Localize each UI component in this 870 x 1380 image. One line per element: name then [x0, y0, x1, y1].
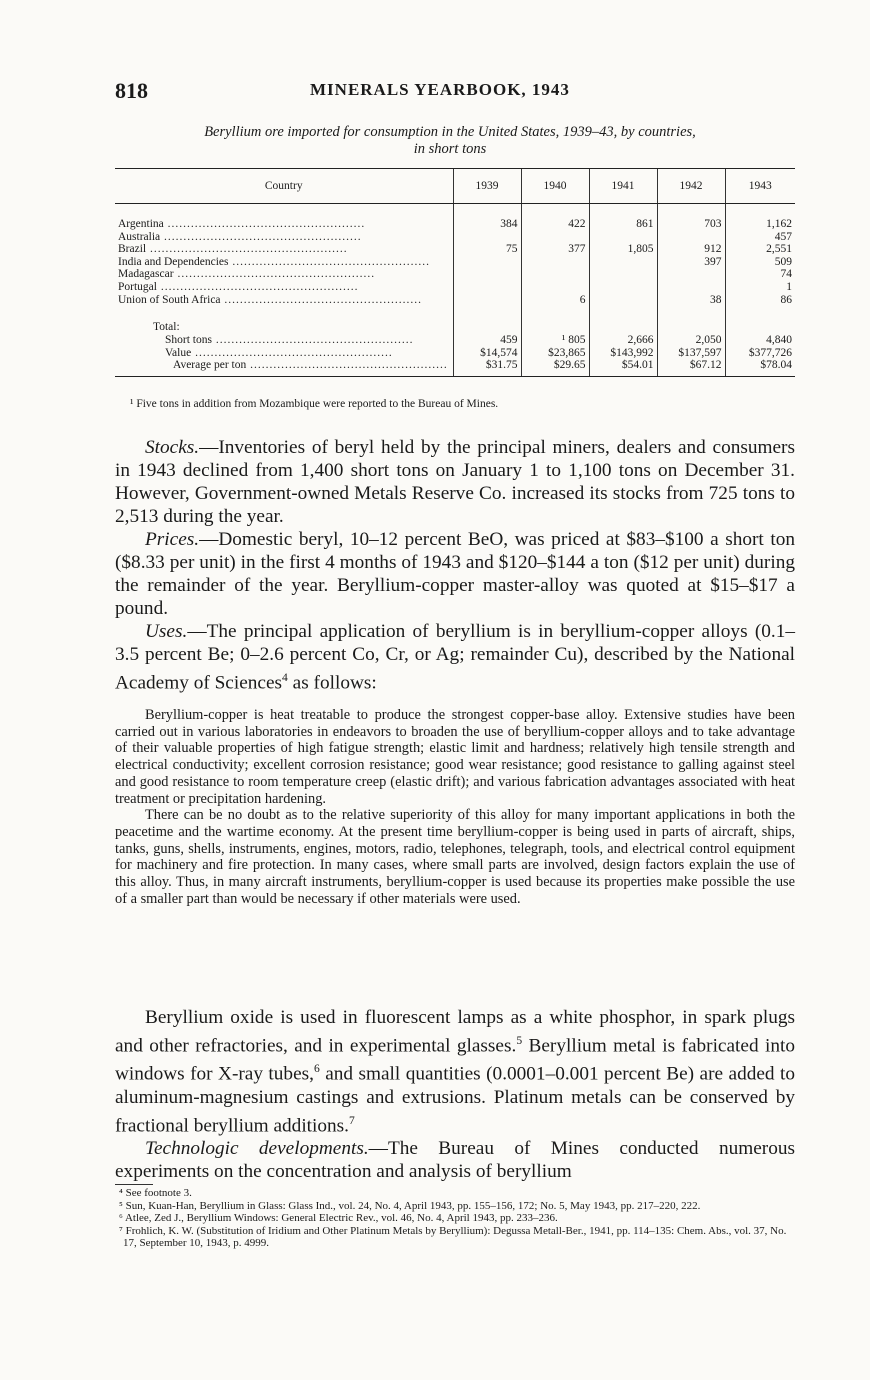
value-cell: [589, 268, 657, 281]
imports-table-container: [115, 168, 795, 377]
body-text-upper: [115, 436, 795, 694]
oxide-text-b: Beryllium metal is fabricated into windows for X-ray tubes,: [115, 1035, 795, 1085]
paragraph-stocks: [115, 436, 795, 528]
table-title: [100, 124, 800, 158]
total-value-cell: $31.75: [453, 359, 521, 376]
total-row-label: Short tons .....: [115, 334, 453, 347]
value-cell: [453, 256, 521, 269]
value-cell: [453, 231, 521, 244]
column-header: 1942: [657, 169, 725, 204]
country-cell: Portugal .....: [115, 281, 453, 294]
country-cell: Brazil .....: [115, 243, 453, 256]
total-value-cell: 2,666: [589, 334, 657, 347]
value-cell: 384: [453, 218, 521, 231]
column-header: 1939: [453, 169, 521, 204]
value-cell: 912: [657, 243, 725, 256]
heading-stocks: Stocks.: [145, 437, 200, 458]
paragraph-uses: [115, 620, 795, 694]
total-value-cell: $54.01: [589, 359, 657, 376]
column-header: Country: [115, 169, 453, 204]
value-cell: [657, 281, 725, 294]
value-cell: 1,162: [725, 218, 795, 231]
table-title-line-1: Beryllium ore imported for consumption in the United States, 1939–43, by countries,: [204, 124, 696, 140]
table-row: [115, 218, 795, 231]
stocks-text: —Inventories of beryl held by the principal miners, dealers and consumers in 1943 declined from 1,400 short tons on January 1 to 1,100 tons on December 31. However, Government-owned Metals Reserve Co. increased its stocks from 725 tons to 2,513 during the year.: [115, 437, 795, 527]
oxide-text-c: and small quantities (0.0001–0.001 percent Be) are added to aluminum-magnesium castings and extrusions. Platinum metals can be conserved by fractional beryllium additions.: [115, 1063, 795, 1137]
value-cell: [657, 268, 725, 281]
paragraph-oxide: [115, 1006, 795, 1137]
column-header: 1941: [589, 169, 657, 204]
value-cell: 509: [725, 256, 795, 269]
quote-paragraph-1: Beryllium-copper is heat treatable to produce the strongest copper-base alloy. Extensive studies have been carried out in various laboratories in endeavors to broaden the use of beryllium-copper alloys and to take advantage of their valuable properties of high fatigue strength; elastic limit and hardness; relatively high tensile strength and electrical conductivity; excellent corrosion resistance; good wear resistance; good resistance to galling against steel and good resistance to room temperature creep (elastic drift); and various fabrication advantages associated with heat treatment or precipitation hardening.: [115, 707, 795, 807]
table-title-line-2: in short tons: [413, 141, 487, 157]
country-cell: Madagascar .....: [115, 268, 453, 281]
table-header-row: [115, 169, 795, 204]
value-cell: [453, 281, 521, 294]
oxide-text-a: Beryllium oxide is used in fluorescent lamps as a white phosphor, in spark plugs and other refractories, and in experimental glasses.: [115, 1007, 795, 1057]
total-value-cell: 4,840: [725, 334, 795, 347]
footnote: ⁶ Atlee, Zed J., Beryllium Windows: General Electric Rev., vol. 46, No. 4, April 1943, pp. 233–236.: [119, 1212, 558, 1224]
heading-uses: Uses.: [145, 621, 188, 642]
value-cell: 2,551: [725, 243, 795, 256]
running-title: MINERALS YEARBOOK, 1943: [310, 80, 570, 99]
table-row: [115, 231, 795, 244]
heading-technologic: Technologic developments.: [145, 1138, 369, 1160]
value-cell: 861: [589, 218, 657, 231]
footnote-ref: 6: [313, 1062, 320, 1076]
uses-tail: as follows:: [287, 672, 377, 694]
value-cell: [521, 281, 589, 294]
total-value-cell: $23,865: [521, 347, 589, 360]
running-head: [115, 78, 795, 104]
total-value-cell: $29.65: [521, 359, 589, 376]
footnote-ref: 7: [349, 1113, 355, 1127]
imports-table: [115, 168, 795, 377]
total-value-cell: $143,992: [589, 347, 657, 360]
total-row: [115, 334, 795, 347]
value-cell: [521, 256, 589, 269]
column-header: 1943: [725, 169, 795, 204]
table-row: [115, 256, 795, 269]
total-value-cell: $67.12: [657, 359, 725, 376]
tech-text: —The Bureau of Mines conducted numerous experiments on the concentration and analysis of beryllium: [115, 1138, 795, 1183]
total-label: Total:: [153, 320, 180, 333]
value-cell: [589, 231, 657, 244]
country-cell: India and Dependencies .....: [115, 256, 453, 269]
value-cell: [589, 294, 657, 307]
value-cell: 377: [521, 243, 589, 256]
total-row-label: Average per ton .....: [115, 359, 453, 376]
total-value-cell: ¹ 805: [521, 334, 589, 347]
country-cell: Union of South Africa .....: [115, 294, 453, 307]
value-cell: [657, 231, 725, 244]
total-row: [115, 359, 795, 376]
total-value-cell: $137,597: [657, 347, 725, 360]
country-cell: Argentina .....: [115, 218, 453, 231]
prices-text: —Domestic beryl, 10–12 percent BeO, was priced at $83–$100 a short ton ($8.33 per unit) in the first 4 months of 1943 and $120–$144 a ton ($12 per unit) during the remainder of the year. Beryllium-copper master-alloy was quoted at $15–$17 a pound.: [115, 529, 795, 619]
value-cell: 457: [725, 231, 795, 244]
value-cell: 422: [521, 218, 589, 231]
total-value-cell: $14,574: [453, 347, 521, 360]
value-cell: [453, 268, 521, 281]
value-cell: [589, 256, 657, 269]
value-cell: 397: [657, 256, 725, 269]
block-quote: [115, 707, 795, 907]
value-cell: 86: [725, 294, 795, 307]
value-cell: [453, 294, 521, 307]
table-row: [115, 243, 795, 256]
total-label-row: [115, 320, 795, 334]
value-cell: 6: [521, 294, 589, 307]
spacer-row: [115, 204, 795, 219]
total-row-label: Value .....: [115, 347, 453, 360]
value-cell: 74: [725, 268, 795, 281]
footnotes: [115, 1187, 795, 1250]
footnote-ref: 4: [282, 671, 288, 684]
value-cell: 38: [657, 294, 725, 307]
value-cell: [589, 281, 657, 294]
spacer-row: [115, 306, 795, 320]
total-value-cell: 459: [453, 334, 521, 347]
column-header: 1940: [521, 169, 589, 204]
paragraph-technologic: [115, 1137, 795, 1183]
value-cell: 703: [657, 218, 725, 231]
table-footnote: ¹ Five tons in addition from Mozambique were reported to the Bureau of Mines.: [130, 398, 499, 410]
total-value-cell: $377,726: [725, 347, 795, 360]
body-text-lower: [115, 1006, 795, 1183]
total-value-cell: 2,050: [657, 334, 725, 347]
total-value-cell: $78.04: [725, 359, 795, 376]
value-cell: 1: [725, 281, 795, 294]
page-number: 818: [115, 78, 148, 103]
table-row: [115, 268, 795, 281]
table-row: [115, 294, 795, 307]
country-cell: Australia .....: [115, 231, 453, 244]
footnote-ref: 5: [516, 1034, 523, 1047]
footnote-divider: [115, 1184, 153, 1185]
value-cell: 1,805: [589, 243, 657, 256]
quote-paragraph-2: There can be no doubt as to the relative superiority of this alloy for many important applications in both the peacetime and the wartime economy. At the present time beryllium-copper is being used in parts of aircraft, ships, tanks, guns, shells, instruments, engines, motors, radio, telephones, telegraph, tools, and electrical control equipment for machinery and fire protection. In many cases, where small parts are involved, design factors explain the use of this alloy. Thus, in many aircraft instruments, beryllium-copper is used because its properties make possible the use of a smaller part than would be necessary if other materials were used.: [115, 807, 795, 907]
value-cell: [521, 268, 589, 281]
paragraph-prices: [115, 528, 795, 620]
footnote: ⁴ See footnote 3.: [119, 1187, 192, 1199]
value-cell: 75: [453, 243, 521, 256]
footnote: ⁵ Sun, Kuan-Han, Beryllium in Glass: Glass Ind., vol. 24, No. 4, April 1943, pp. 155–156, 172; No. 5, May 1943, pp. 217–220, 222.: [119, 1199, 701, 1212]
total-row: [115, 347, 795, 360]
uses-text: —The principal application of beryllium is in beryllium-copper alloys (0.1–3.5 percent Be; 0–2.6 percent Co, Cr, or Ag; remainder Cu), described by the National Academy of Sciences: [115, 621, 795, 694]
table-row: [115, 281, 795, 294]
footnote: ⁷ Frohlich, K. W. (Substitution of Iridium and Other Platinum Metals by Beryllium): Degussa Metall-Ber., 1941, pp. 114–135: Chem. Abs., vol. 37, No. 17, September 10, 1943, p. 4999.: [119, 1224, 787, 1249]
heading-prices: Prices.: [145, 529, 200, 550]
value-cell: [521, 231, 589, 244]
